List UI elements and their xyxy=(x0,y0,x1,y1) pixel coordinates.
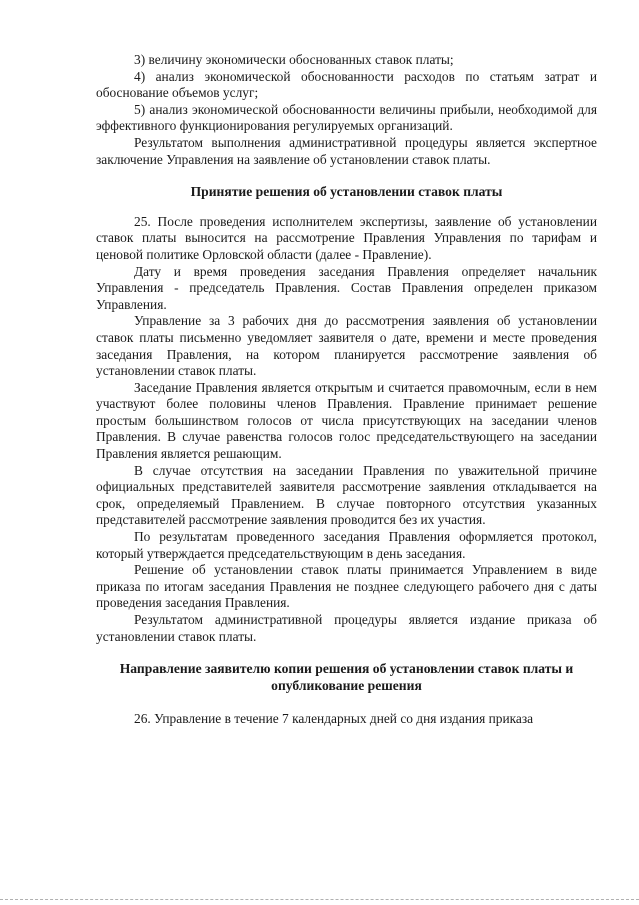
document-page xyxy=(96,52,597,728)
paragraph-item-3: 3) величину экономически обоснованных ставок платы; xyxy=(134,52,454,67)
section-heading-decision: Принятие решения об установлении ставок платы xyxy=(190,184,503,200)
paragraph-meeting-date: Дату и время проведения заседания Правления определяет начальник Управления - председатель Правления. Состав Правления определен приказом Управления. xyxy=(96,263,597,312)
paragraph-quorum: Заседание Правления является открытым и считается правомочным, если в нем участвуют более половины членов Правления. Правление принимает решение простым большинством голосов от числа присутствующих на заседании членов Правления. В случае равенства голосов голос председательствующего на заседании Правления является решающим. xyxy=(96,379,597,462)
paragraph-notification: Управление за 3 рабочих дня до рассмотрения заявления об установлении ставок платы письменно уведомляет заявителя о дате, времени и месте проведения заседания Правления, на котором планируется рассмотрение заявления об установлении ставок платы. xyxy=(96,313,597,379)
paragraph-order-decision: Решение об установлении ставок платы принимается Управлением в виде приказа по итогам заседания Правления не позднее следующего рабочего дня с даты проведения заседания Правления. xyxy=(96,562,597,611)
paragraph-result-order: Результатом административной процедуры является издание приказа об установлении ставок платы. xyxy=(96,612,597,644)
paragraph-absence: В случае отсутствия на заседании Правления по уважительной причине официальных представителей заявителя рассмотрение заявления откладывается на срок, определяемый Правлением. В случае повторного отсутствия указанных представителей рассмотрение заявления проводится без их участия. xyxy=(96,462,597,528)
section-heading-publication: Направление заявителю копии решения об установлении ставок платы и опубликование решения xyxy=(119,661,574,693)
paragraph-protocol: По результатам проведенного заседания Правления оформляется протокол, который утверждается председательствующим в день заседания. xyxy=(96,529,597,561)
paragraph-item-4: 4) анализ экономической обоснованности расходов по статьям затрат и обоснование объемов услуг; xyxy=(96,68,597,101)
paragraph-item-5: 5) анализ экономической обоснованности величины прибыли, необходимой для эффективного функционирования регулируемых организаций. xyxy=(96,101,597,134)
paragraph-result-expertise: Результатом выполнения административной процедуры является экспертное заключение Управления на заявление об установлении ставок платы. xyxy=(96,134,597,167)
paragraph-26: 26. Управление в течение 7 календарных дней со дня издания приказа xyxy=(134,711,534,727)
page-bottom-edge xyxy=(0,899,639,900)
paragraph-25: 25. После проведения исполнителем экспертизы, заявление об установлении ставок платы выносится на рассмотрение Правления Управления по тарифам и ценовой политике Орловской области (далее - Правление). xyxy=(96,213,597,262)
